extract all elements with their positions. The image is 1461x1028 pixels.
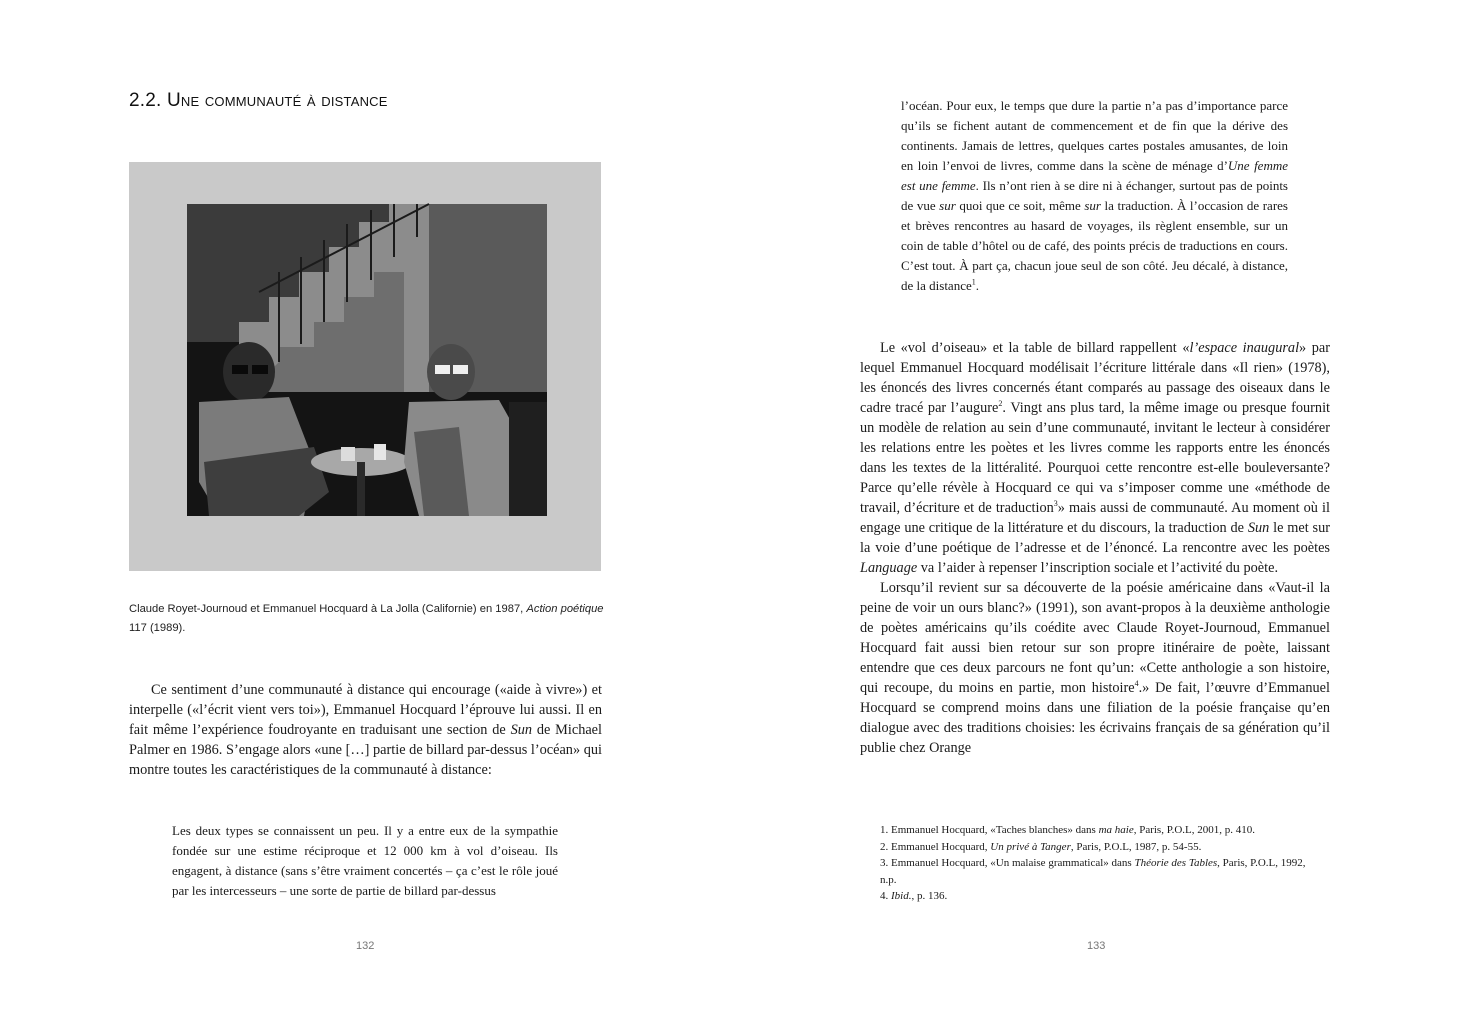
caption-text: Claude Royet-Journoud et Emmanuel Hocquard à La Jolla (Californie) en 1987, <box>129 603 527 615</box>
photograph <box>129 162 601 571</box>
footnote: 1. Emmanuel Hocquard, «Taches blanches» dans ma haie, Paris, P.O.L, 2001, p. 410. <box>880 824 1256 836</box>
footnote-ref[interactable]: 2 <box>998 399 1003 409</box>
block-quote-continued: l’océan. Pour eux, le temps que dure la partie n’a pas d’importance parce qu’ils se fichent autant de commencement et de fin que la dérive des continents. Jamais de lettres, quelques cartes postales amusantes, de loin en loin l’envoi de livres, comme dans la scène de ménage d’Une femme est une femme. Ils n’ont rien à se dire ni à échanger, surtout pas de points de vue sur quoi que ce soit, même sur la traduction. À l’occasion de rares et brèves rencontres au hasard de voyages, ils règlent ensemble, sur un coin de table d’hôtel ou de café, des points précis de traductions en cours. C’est tout. À part ça, chacun joue seul de son côté. Jeu décalé, à distance, de la distance$^1$. <box>901 98 1288 293</box>
footnote-ref[interactable]: 3 <box>1053 499 1058 509</box>
photo-image <box>129 162 601 571</box>
section-heading: 2.2. Une communauté à distance <box>129 90 388 111</box>
right-page <box>731 0 1461 1028</box>
photo-caption <box>129 600 604 638</box>
page-number: 133 <box>1087 940 1106 952</box>
body-paragraph: Le «vol d’oiseau» et la table de billard rappellent «l’espace inaugural» par lequel Emmanuel Hocquard modélisait l’écriture littérale dans «Il rien» (1978), les énoncés des livres concernés étant comparés au passage des oiseaux dans le cadre tracé par l’augure$^2$. Vingt ans plus tard, la même image ou presque fournit un modèle de relation au sein d’une communauté, invitant le lecteur à considérer les relations entre les poètes et les livres comme les rapports entre les énoncés dans les textes de la littéralité. Pourquoi cette rencontre est-elle bouleversante? Parce qu’elle révèle à Hocquard ce qui va s’imposer comme une «méthode de travail, d’écriture et de traduction$^3$» mais aussi de communauté. Au moment où il engage une critique de la littérature et du discours, la traduction de Sun le met sur la voie d’une poétique de l’adresse et de l’énoncé. La rencontre avec les poètes Language va l’aider à repenser l’inscription sociale et l’activité du poète. <box>860 340 1331 576</box>
footnote: 3. Emmanuel Hocquard, «Un malaise grammatical» dans Théorie des Tables, Paris, P.O.L, 1992, n.p. <box>880 857 1306 886</box>
body-paragraph: Lorsqu’il revient sur sa découverte de la poésie américaine dans «Vaut-il la peine de voir un ours blanc?» (1991), son avant-propos à la deuxième anthologie de poètes américains qu’ils coédite avec Claude Royet-Journoud, Emmanuel Hocquard fait aussi bien retour sur son propre itinéraire de poète, laissant entendre que ces deux parcours ne font qu’un: «Cette anthologie a son histoire, qui recoupe, du moins en partie, mon histoire$^4$.» De fait, l’œuvre d’Emmanuel Hocquard se comprend moins dans une filiation de la poésie française qu’en dialogue avec des traditions choisies: les écrivains français de sa génération qu’il publie chez Orange <box>860 580 1330 756</box>
block-quote: Les deux types se connaissent un peu. Il y a entre eux de la sympathie fondée sur une estime réciproque et 12 000 km à vol d’oiseau. Ils engagent, à distance (sans s’être vraiment concertés – ça c’est le rôle joué par les intercesseurs – une sorte de partie de billard par-dessus <box>172 823 558 898</box>
footnotes <box>880 822 1320 905</box>
body-paragraph: Ce sentiment d’une communauté à distance qui encourage («aide à vivre») et interpelle («l’écrit vient vers toi»), Emmanuel Hocquard l’éprouve lui aussi. Il en fait même l’expérience foudroyante en traduisant une section de Sun de Michael Palmer en 1986. S’engage alors «une […] partie de billard par-dessus l’océan» qui montre toutes les caractéristiques de la communauté à distance: <box>129 682 603 778</box>
footnote-ref[interactable]: 4 <box>1134 679 1139 689</box>
body-text <box>860 338 1330 758</box>
caption-journal-title: Action poétique <box>526 603 604 615</box>
left-page <box>0 0 730 1028</box>
footnote: 4. Ibid., p. 136. <box>880 890 948 902</box>
caption-issue: 117 (1989). <box>129 622 186 634</box>
footnote: 2. Emmanuel Hocquard, Un privé à Tanger, Paris, P.O.L, 1987, p. 54-55. <box>880 840 1202 853</box>
footnote-ref[interactable]: 1 <box>971 277 976 287</box>
page-number: 132 <box>356 940 375 952</box>
